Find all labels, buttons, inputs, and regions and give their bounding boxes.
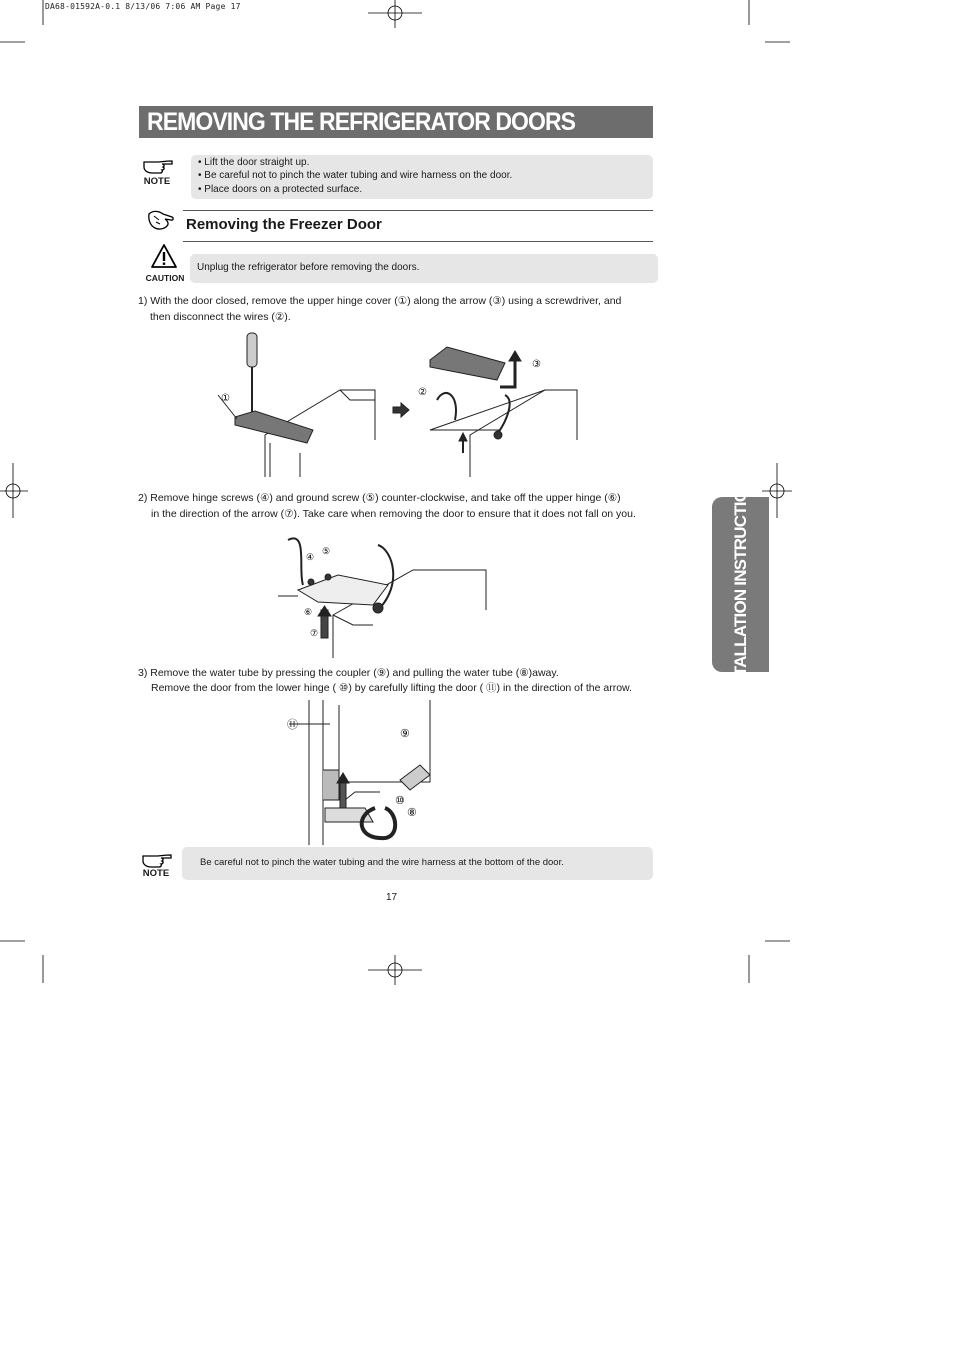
note-label: NOTE — [142, 868, 170, 879]
bottom-note-box — [182, 847, 653, 880]
step-1-line-2: then disconnect the wires (②). — [150, 311, 291, 323]
fig2-label-6: ⑥ — [304, 607, 313, 617]
step-3-line-2: Remove the door from the lower hinge ( ⑩) by carefully lifting the door ( ⑪) in the direction of the arrow. — [151, 682, 632, 694]
hand-icon — [146, 208, 178, 236]
caution-text: Unplug the refrigerator before removing the doors. — [197, 262, 420, 273]
section-title: Removing the Freezer Door — [186, 216, 382, 233]
fig1-label-3: ③ — [532, 359, 541, 370]
bottom-note-text: Be careful not to pinch the water tubing and the wire harness at the bottom of the door. — [200, 857, 564, 868]
fig1-label-1: ① — [221, 393, 230, 404]
fig3-label-10: ⑩ — [395, 795, 405, 807]
note-box — [191, 155, 653, 199]
fig1-label-2: ② — [418, 387, 427, 398]
fig3-label-11: ⑪ — [287, 719, 298, 731]
pointing-hand-icon — [141, 850, 175, 870]
step-2-line-2: in the direction of the arrow (⑦). Take care when removing the door to ensure that it does not fall on you. — [151, 508, 636, 520]
step-2-line-1: 2) Remove hinge screws (④) and ground screw (⑤) counter-clockwise, and take off the upper hinge (⑥) — [138, 492, 621, 504]
page-number: 17 — [386, 892, 398, 903]
caution-label: CAUTION — [145, 273, 185, 283]
figure-remove-upper-hinge — [278, 530, 498, 660]
fig2-label-4: ④ — [306, 552, 315, 562]
caution-box — [190, 254, 658, 283]
pointing-hand-icon — [142, 156, 176, 176]
step-3-line-1: 3) Remove the water tube by pressing the coupler (⑨) and pulling the water tube (⑧)away. — [138, 667, 559, 679]
fig3-label-9: ⑨ — [400, 728, 410, 740]
warning-triangle-icon — [150, 243, 178, 269]
side-tab-label: INSTALLATION INSTRUCTIONS — [730, 467, 750, 702]
section-side-tab — [712, 467, 769, 702]
note-item: • Place doors on a protected surface. — [198, 184, 363, 195]
page-title-bar — [139, 106, 653, 138]
fig2-label-5: ⑤ — [322, 546, 331, 556]
fig3-label-8: ⑧ — [407, 807, 417, 819]
page-title: REMOVING THE REFRIGERATOR DOORS — [147, 108, 576, 136]
step-1-line-1: 1) With the door closed, remove the upper hinge cover (①) along the arrow (③) using a screwdriver, and — [138, 295, 622, 307]
figure-remove-water-tube — [285, 700, 445, 850]
fig2-label-7: ⑦ — [310, 628, 319, 638]
figure-remove-hinge-cover — [215, 325, 595, 485]
print-slug: DA68-01592A-0.1 8/13/06 7:06 AM Page 17 — [45, 2, 241, 11]
note-item: • Be careful not to pinch the water tubing and wire harness on the door. — [198, 170, 513, 181]
note-item: • Lift the door straight up. — [198, 157, 310, 168]
section-header — [183, 210, 653, 242]
note-label: NOTE — [143, 176, 171, 187]
